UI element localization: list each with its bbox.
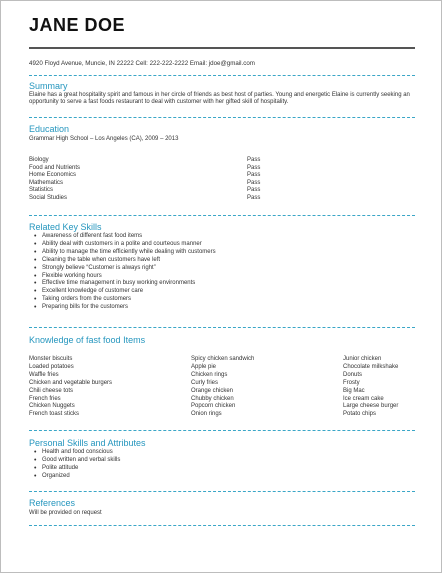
list-item: Chicken and vegetable burgers xyxy=(29,379,113,386)
list-item: Junior chicken xyxy=(343,356,382,362)
list-item: • Awareness of different fast food items xyxy=(34,233,216,241)
list-item: Donuts xyxy=(343,371,363,378)
list-item: Frosty xyxy=(343,379,360,386)
list-item: Chocolate milkshake xyxy=(343,363,399,370)
list-item: • Flexible working hours xyxy=(34,273,216,281)
list-item: French fries xyxy=(29,395,61,402)
list-item: • Organized xyxy=(34,473,120,481)
list-item: Monster biscuits xyxy=(29,356,73,362)
list-item: • Good written and verbal skills xyxy=(34,457,120,465)
grade-subject: Biology xyxy=(29,157,49,163)
grade-subject: Home Economics xyxy=(29,172,77,179)
list-item: • Preparing bills for the customers xyxy=(34,304,216,312)
list-item: Orange chicken xyxy=(191,387,234,394)
personal-skills-list xyxy=(34,449,120,481)
list-item: • Cleaning the table when customers have left xyxy=(34,257,216,265)
grade-row xyxy=(29,165,279,173)
list-item: • Taking orders from the customers xyxy=(34,296,216,304)
list-item: Chili cheese tots xyxy=(29,387,74,394)
list-item: Chubby chicken xyxy=(191,395,234,402)
list-item: Spicy chicken sandwich xyxy=(191,356,255,362)
grade-subject: Statistics xyxy=(29,187,54,194)
grade-subject: Mathematics xyxy=(29,179,64,186)
grade-row xyxy=(29,180,279,188)
list-item: Ice cream cake xyxy=(343,395,384,402)
list-item: Chicken Nuggets xyxy=(29,403,75,410)
fast-food-column-1 xyxy=(29,356,112,419)
list-item: Potato chips xyxy=(343,411,377,418)
list-item: • Health and food conscious xyxy=(34,449,120,457)
grade-result: Pass xyxy=(247,164,261,171)
grade-result: Pass xyxy=(247,194,261,201)
divider xyxy=(29,75,415,76)
list-item: Chicken rings xyxy=(191,371,228,378)
related-skills-heading: Related Key Skills xyxy=(29,222,102,232)
divider xyxy=(29,117,415,118)
summary-text: Elaine has a great hospitality spirit and famous in her circle of friends as best host of parties. Young and energetic Elaine is currently seeking an opportunity to serve a fast foods restaurant to deal with customer with her gifted skill of hospitality. xyxy=(29,92,410,106)
candidate-name: JANE DOE xyxy=(29,15,126,35)
list-item: • Ability to manage the time efficiently while dealing with customers xyxy=(34,249,216,257)
list-item: Big Mac xyxy=(343,387,365,394)
contact-line: 4920 Floyd Avenue, Muncie, IN 22222 Cell: 222-222-2222 Email: jdoe@gmail.com xyxy=(29,60,255,67)
list-item: • Excellent knowledge of customer care xyxy=(34,288,216,296)
list-item: Waffle fries xyxy=(29,371,59,378)
list-item: • Effective time management in busy working environments xyxy=(34,280,216,288)
list-item: • Strongly believe “Customer is always right” xyxy=(34,265,216,273)
education-heading: Education xyxy=(29,124,70,134)
divider xyxy=(29,215,415,216)
grade-row xyxy=(29,172,279,180)
list-item: Loaded potatoes xyxy=(29,363,74,370)
fast-food-heading: Knowledge of fast food Items xyxy=(29,335,146,345)
list-item: Large cheese burger xyxy=(343,403,399,410)
list-item: Onion rings xyxy=(191,411,222,418)
header-rule xyxy=(29,47,415,49)
grade-result: Pass xyxy=(247,172,261,179)
grade-result: Pass xyxy=(247,179,261,186)
related-skills-list xyxy=(34,233,216,312)
education-school: Grammar High School – Los Angeles (CA), 2009 – 2013 xyxy=(29,136,179,142)
list-item: • Polite attitude xyxy=(34,465,120,473)
grade-subject: Social Studies xyxy=(29,194,68,201)
divider xyxy=(29,525,415,526)
grades-list xyxy=(29,157,279,203)
fast-food-column-2 xyxy=(191,356,254,419)
fast-food-column-3 xyxy=(343,356,398,419)
references-text: Will be provided on request xyxy=(29,510,102,516)
divider xyxy=(29,327,415,328)
grade-row xyxy=(29,195,279,203)
list-item: Apple pie xyxy=(191,363,217,370)
personal-skills-heading: Personal Skills and Attributes xyxy=(29,438,146,448)
references-heading: References xyxy=(29,498,76,508)
grade-row xyxy=(29,157,279,165)
list-item: Popcorn chicken xyxy=(191,403,236,410)
grade-subject: Food and Nutrients xyxy=(29,164,81,171)
grade-row xyxy=(29,187,279,195)
grade-result: Pass xyxy=(247,187,261,194)
list-item: Curly fries xyxy=(191,379,219,386)
list-item: French toast sticks xyxy=(29,411,80,418)
divider xyxy=(29,430,415,431)
list-item: • Ability deal with customers in a polite and courteous manner xyxy=(34,241,216,249)
summary-heading: Summary xyxy=(29,81,68,91)
grade-result: Pass xyxy=(247,157,261,163)
divider xyxy=(29,491,415,492)
